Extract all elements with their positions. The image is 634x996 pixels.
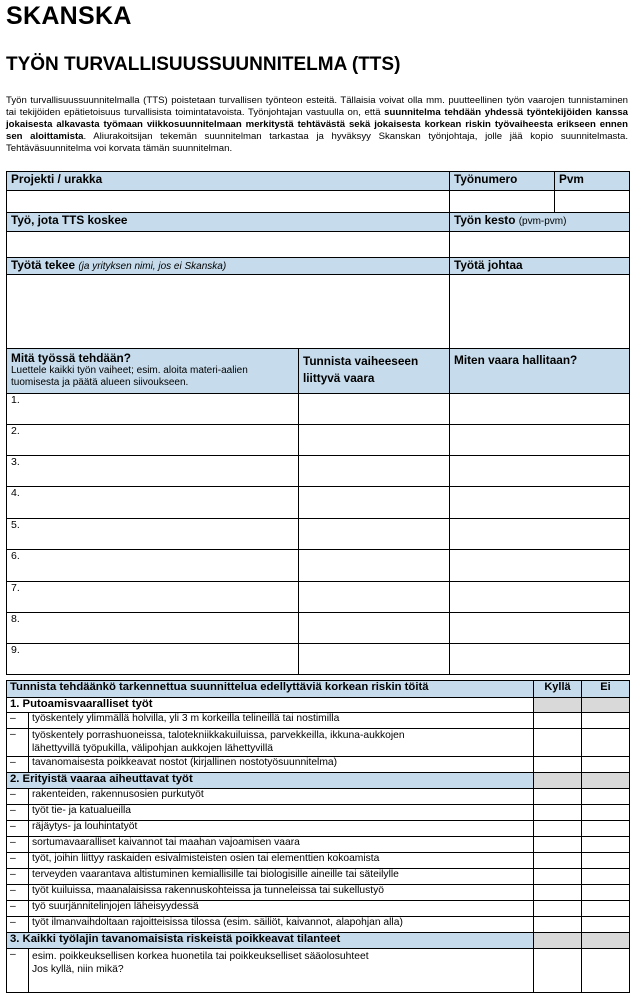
leader-label: Työtä johtaa [450, 258, 630, 275]
duration-label: Työn kesto [454, 213, 516, 227]
no-checkbox-cell[interactable] [582, 949, 630, 993]
step-label[interactable]: 2. [7, 425, 299, 456]
step-row [7, 582, 630, 613]
control-cell[interactable] [450, 519, 630, 550]
yes-checkbox-cell[interactable] [534, 885, 582, 901]
hazard-cell[interactable] [299, 582, 450, 613]
step-row [7, 519, 630, 550]
risk-item-continued: lähettyvillä työpukilla, välipohjan aukkojen lähettyvillä [32, 743, 273, 754]
dash: – [7, 917, 29, 933]
no-checkbox-cell[interactable] [582, 821, 630, 837]
dash: – [7, 901, 29, 917]
risk-row [7, 757, 630, 773]
steps-hint: Luettele kaikki työn vaiheet; esim. aloita materi-aalien tuomisesta ja päätä alueen siivoukseen. [11, 365, 248, 388]
duration-hint: (pvm-pvm) [518, 216, 567, 227]
yes-cell-disabled [534, 773, 582, 789]
risk-item: sortumavaaralliset kaivannot tai maahan vajoamisen vaara [29, 837, 534, 853]
hazard-cell[interactable] [299, 550, 450, 582]
hazard-cell[interactable] [299, 394, 450, 425]
work-label: Työ, jota TTS koskee [7, 213, 450, 232]
yes-checkbox-cell[interactable] [534, 853, 582, 869]
hazard-cell[interactable] [299, 644, 450, 675]
work-number-field[interactable] [450, 191, 555, 213]
hazard-header: Tunnista vaiheeseen liittyvä vaara [299, 349, 450, 394]
risk-item: rakenteiden, rakennusosien purkutyöt [29, 789, 534, 805]
dash: – [7, 949, 29, 993]
dash: – [7, 837, 29, 853]
yes-checkbox-cell[interactable] [534, 713, 582, 729]
control-cell[interactable] [450, 613, 630, 644]
step-row [7, 456, 630, 487]
risk-row [7, 901, 630, 917]
performer-label: Työtä tekee [11, 258, 76, 272]
duration-label-cell [450, 213, 630, 232]
dash: – [7, 853, 29, 869]
yes-cell-disabled [534, 933, 582, 949]
yes-checkbox-cell[interactable] [534, 869, 582, 885]
control-header: Miten vaara hallitaan? [450, 349, 630, 394]
leader-field[interactable] [450, 275, 630, 349]
high-risk-table [6, 680, 630, 993]
intro-text: Työn turvallisuussuunnitelmalla (TTS) poistetaan turvallisen työnteon esteitä. Tällaisia voivat olla mm. puutteellinen työn vaarojen tunnistaminen tai tekijöiden epätietoisuus turvallisista toimintatavoista. Työnjohtajan vastuulla on, että suunnitelma tehdään yhdessä työntekijöiden kanssa jokaisesta alkavasta työmaan viikkosuunnitelmaan merkitystä tehtävästä sekä jokaisesta korkean riskin työvaiheesta erikseen ennen sen aloittamista. Aliurakoitsijan tekemän suunnitelman tarkastaa ja hyväksyy Skanskan työnjohtaja, jolle jää kopio suunnitelmasta. Tehtäväsuunnitelma voi korvata tämän suunnitelman. [6, 95, 628, 154]
risk-item: esim. poikkeuksellisen korkea huonetila tai poikkeukselliset sääolosuhteet [32, 951, 369, 962]
duration-field[interactable] [450, 232, 630, 258]
risk-item-multiline [29, 729, 534, 757]
risk-item: työ suurjännitelinjojen läheisyydessä [29, 901, 534, 917]
no-cell-disabled [582, 933, 630, 949]
risk-row [7, 885, 630, 901]
yes-checkbox-cell[interactable] [534, 917, 582, 933]
no-checkbox-cell[interactable] [582, 901, 630, 917]
no-checkbox-cell[interactable] [582, 805, 630, 821]
work-number-label: Työnumero [450, 172, 555, 191]
step-label[interactable]: 1. [7, 394, 299, 425]
dash: – [7, 757, 29, 773]
performer-hint: (ja yrityksen nimi, jos ei Skanska) [78, 261, 227, 272]
risk-item: tavanomaisesta poikkeavat nostot (kirjallinen nostotyösuunnitelma) [29, 757, 534, 773]
step-row [7, 487, 630, 519]
risk-row [7, 789, 630, 805]
control-cell[interactable] [450, 644, 630, 675]
step-row [7, 550, 630, 582]
yes-checkbox-cell[interactable] [534, 821, 582, 837]
no-checkbox-cell[interactable] [582, 837, 630, 853]
risk-item-multiline [29, 949, 534, 993]
yes-checkbox-cell[interactable] [534, 805, 582, 821]
dash: – [7, 885, 29, 901]
risk-item: työt tie- ja katualueilla [29, 805, 534, 821]
work-field[interactable] [7, 232, 450, 258]
risk-row [7, 949, 630, 993]
risk-row [7, 713, 630, 729]
step-row [7, 613, 630, 644]
hazard-cell[interactable] [299, 519, 450, 550]
date-field[interactable] [555, 191, 630, 213]
step-label[interactable]: 6. [7, 550, 299, 582]
risk-item: räjäytys- ja louhintatyöt [29, 821, 534, 837]
control-cell[interactable] [450, 487, 630, 519]
control-cell[interactable] [450, 425, 630, 456]
step-row [7, 394, 630, 425]
hazard-cell[interactable] [299, 487, 450, 519]
project-field[interactable] [7, 191, 450, 213]
step-label[interactable]: 5. [7, 519, 299, 550]
date-label: Pvm [555, 172, 630, 191]
risk-item: työt kuiluissa, maanalaisissa rakennuskohteissa ja tunneleissa tai sukellustyö [29, 885, 534, 901]
risk-item-question: Jos kyllä, niin mikä? [32, 964, 124, 975]
hazard-cell[interactable] [299, 613, 450, 644]
step-row [7, 644, 630, 675]
control-cell[interactable] [450, 582, 630, 613]
risk-row [7, 917, 630, 933]
section-title: 2. Erityistä vaaraa aiheuttavat työt [7, 773, 534, 789]
no-cell-disabled [582, 773, 630, 789]
step-label[interactable]: 3. [7, 456, 299, 487]
risk-row [7, 729, 630, 757]
dash: – [7, 869, 29, 885]
steps-header [7, 349, 299, 394]
yes-checkbox-cell[interactable] [534, 949, 582, 993]
project-label: Projekti / urakka [7, 172, 450, 191]
dash: – [7, 729, 29, 757]
dash: – [7, 821, 29, 837]
yes-cell-disabled [534, 698, 582, 713]
dash: – [7, 713, 29, 729]
step-label[interactable]: 9. [7, 644, 299, 675]
yes-checkbox-cell[interactable] [534, 901, 582, 917]
no-checkbox-cell[interactable] [582, 853, 630, 869]
step-row [7, 425, 630, 456]
no-cell-disabled [582, 698, 630, 713]
hazard-cell[interactable] [299, 456, 450, 487]
performer-field[interactable] [7, 275, 450, 349]
yes-checkbox-cell[interactable] [534, 729, 582, 757]
yes-checkbox-cell[interactable] [534, 789, 582, 805]
no-checkbox-cell[interactable] [582, 885, 630, 901]
risk-item: terveyden vaarantava altistuminen kemiallisille tai biologisille aineille tai säteilylle [29, 869, 534, 885]
control-cell[interactable] [450, 394, 630, 425]
control-cell[interactable] [450, 456, 630, 487]
dash: – [7, 789, 29, 805]
risk-item: työt ilmanvaihdoltaan rajoitteisissa tilossa (esim. säiliöt, kaivannot, alapohjan alla) [29, 917, 534, 933]
performer-label-cell [7, 258, 450, 275]
hazard-cell[interactable] [299, 425, 450, 456]
yes-checkbox-cell[interactable] [534, 757, 582, 773]
high-risk-header: Tunnista tehdäänkö tarkennettua suunnittelua edellyttäviä korkean riskin töitä [7, 681, 534, 698]
risk-row [7, 869, 630, 885]
page-title: TYÖN TURVALLISUUSSUUNNITELMA (TTS) [6, 54, 401, 75]
no-checkbox-cell[interactable] [582, 729, 630, 757]
risk-row [7, 805, 630, 821]
no-checkbox-cell[interactable] [582, 789, 630, 805]
section-title: 3. Kaikki työlajin tavanomaisista riskeistä poikkeavat tilanteet [7, 933, 534, 949]
company-logo: SKANSKA [6, 2, 132, 30]
no-checkbox-cell[interactable] [582, 917, 630, 933]
project-form-table [6, 171, 630, 675]
risk-row [7, 821, 630, 837]
no-checkbox-cell[interactable] [582, 713, 630, 729]
step-label[interactable]: 8. [7, 613, 299, 644]
control-cell[interactable] [450, 550, 630, 582]
yes-checkbox-cell[interactable] [534, 837, 582, 853]
section-title: 1. Putoamisvaaralliset työt [7, 698, 534, 713]
no-checkbox-cell[interactable] [582, 757, 630, 773]
no-checkbox-cell[interactable] [582, 869, 630, 885]
steps-title: Mitä työssä tehdään? [11, 351, 131, 365]
risk-item: työskentely ylimmällä holvilla, yli 3 m korkeilla telineillä tai nostimilla [29, 713, 534, 729]
risk-item: työt, joihin liittyy raskaiden esivalmisteisten osien tai elementtien kokoamista [29, 853, 534, 869]
step-label[interactable]: 4. [7, 487, 299, 519]
risk-item: työskentely porrashuoneissa, talotekniikkakuiluissa, parvekkeilla, ikkuna-aukkojen [32, 730, 405, 741]
dash: – [7, 805, 29, 821]
yes-header: Kyllä [534, 681, 582, 698]
no-header: Ei [582, 681, 630, 698]
risk-row [7, 853, 630, 869]
risk-row [7, 837, 630, 853]
step-label[interactable]: 7. [7, 582, 299, 613]
